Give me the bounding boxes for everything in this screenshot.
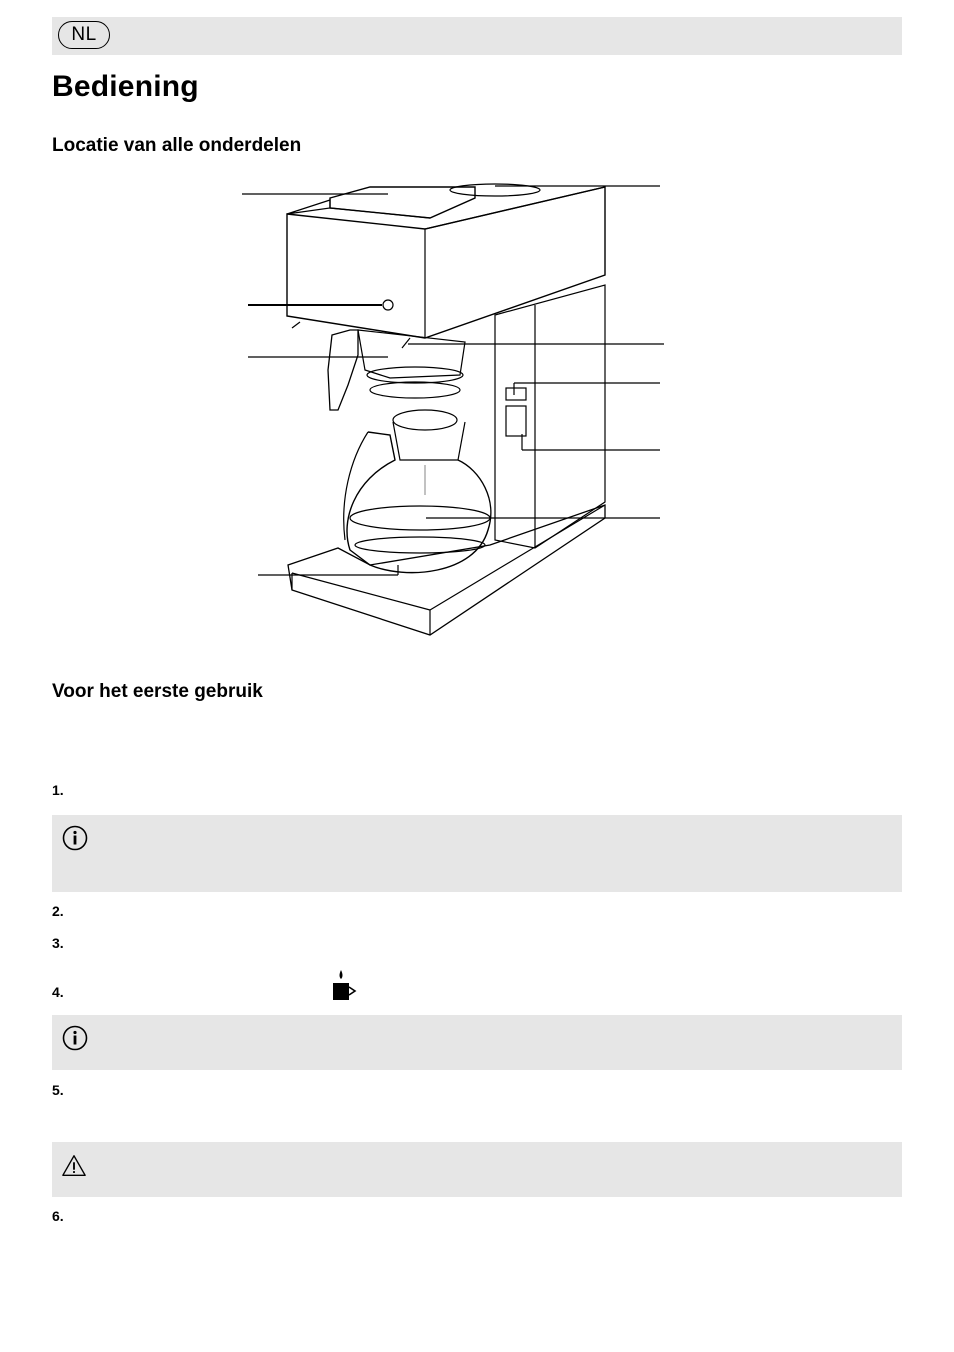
step-number: 5. — [52, 1082, 64, 1098]
page-title: Bediening — [52, 70, 199, 103]
filter-handle — [328, 330, 358, 410]
language-bar — [52, 17, 902, 55]
carafe — [347, 432, 491, 573]
coffee-cup-icon — [330, 968, 358, 1004]
info-icon — [62, 825, 88, 851]
info-note — [52, 815, 902, 892]
carafe-lid — [393, 410, 457, 430]
machine-lid — [330, 187, 475, 218]
section-title-first-use: Voor het eerste gebruik — [52, 681, 263, 702]
switch-panel — [506, 406, 526, 436]
step-number: 2. — [52, 903, 64, 919]
step-number: 1. — [52, 782, 64, 798]
coffee-machine-diagram — [230, 170, 670, 645]
section-title-parts: Locatie van alle onderdelen — [52, 135, 302, 156]
info-icon — [62, 1025, 88, 1051]
step-number: 6. — [52, 1208, 64, 1224]
step-number: 3. — [52, 935, 64, 951]
machine-column — [495, 285, 605, 548]
warning-note — [52, 1142, 902, 1197]
step-number: 4. — [52, 984, 64, 1000]
indicator-light — [506, 388, 526, 400]
machine-housing — [287, 187, 605, 338]
warning-icon — [61, 1153, 87, 1179]
info-note — [52, 1015, 902, 1070]
on-off-button — [383, 300, 393, 310]
warming-plate — [288, 505, 605, 635]
language-badge: NL — [58, 21, 110, 49]
